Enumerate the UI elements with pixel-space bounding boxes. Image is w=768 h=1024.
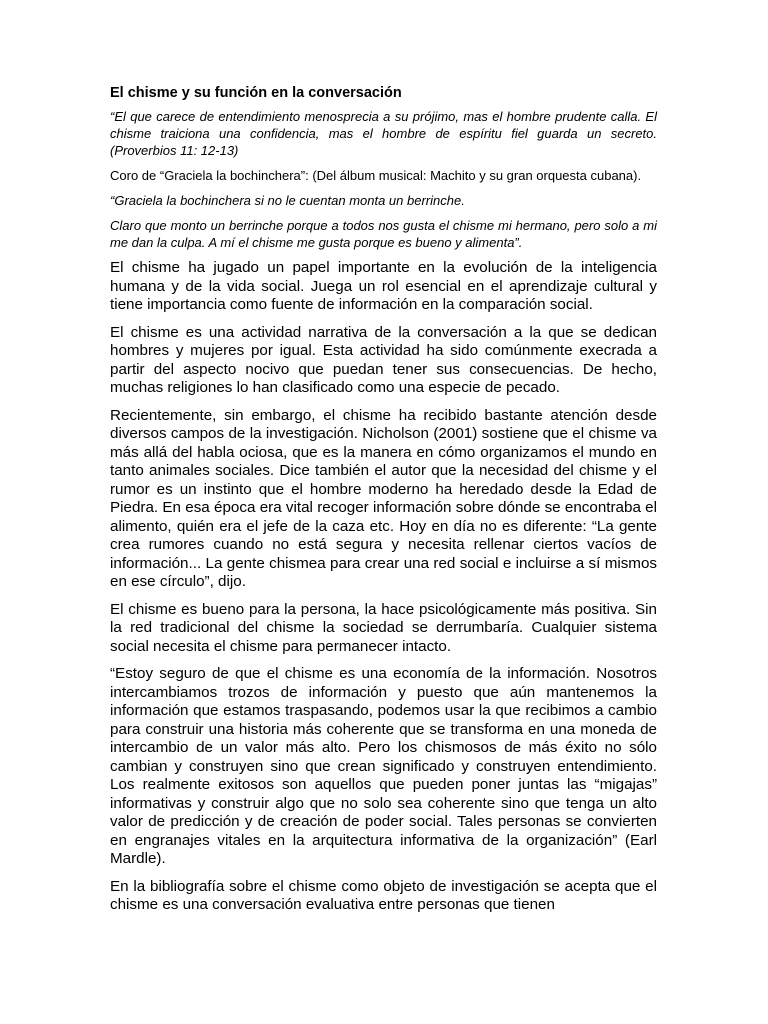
body-paragraph: Recientemente, sin embargo, el chisme ha recibido bastante atención desde diversos campos de la investigación. Nicholson (2001) sostiene que el chisme va más allá del habla ociosa, que es la manera en cómo organizamos el mundo en tanto animales sociales. Dice también el autor que la necesidad del chisme y el rumor es un instinto que el hombre moderno ha heredado desde la Edad de Piedra. En esa época era vital recoger información sobre dónde se encontraba el alimento, quién era el jefe de la caza etc. Hoy en día no es diferente: “La gente crea rumores cuando no está segura y necesita rellenar ciertos vacíos de información... La gente chismea para crear una red social e incluirse a sí mismos en ese círculo”, dijo. xyxy=(110,406,657,590)
body-paragraph: El chisme ha jugado un papel importante en la evolución de la inteligencia humana y de la vida social. Juega un rol esencial en el aprendizaje cultural y tiene importancia como fuente de información en la comparación social. xyxy=(110,259,657,313)
body-paragraph: “Estoy seguro de que el chisme es una economía de la información. Nosotros intercambiamos trozos de información y puesto que aún mantenemos la información que estamos traspasando, podemos usar la que recibimos a cambio para construir una historia más coherente que se transforma en una moneda de intercambio de un valor más alto. Pero los chismosos de más éxito no sólo cambian y construyen sino que crean significado y construyen entendimiento. Los realmente exitosos son aquellos que pueden poner juntas las “migajas” informativas y construir algo que no solo sea coherente sino que tenga un alto valor de predicción y de creación de poder social. Tales personas se convierten en engranajes vitales en la arquitectura informativa de la organización” (Earl Mardle). xyxy=(110,665,657,867)
body-paragraph: El chisme es bueno para la persona, la hace psicológicamente más positiva. Sin la red tradicional del chisme la sociedad se derrumbaría. Cualquier sistema social necesita el chisme para permanecer intacto. xyxy=(110,600,657,655)
song-credit: Coro de “Graciela la bochinchera”: (Del álbum musical: Machito y su gran orquesta cubana). xyxy=(110,168,642,183)
body-paragraph: El chisme es una actividad narrativa de la conversación a la que se dedican hombres y mujeres por igual. Esta actividad ha sido comúnmente execrada a partir del aspecto nocivo que puedan tener sus consecuencias. De hecho, muchas religiones lo han clasificado como una especie de pecado. xyxy=(110,323,657,396)
song-lyric-line: “Graciela la bochinchera si no le cuentan monta un berrinche. xyxy=(110,193,465,208)
body-paragraph: En la bibliografía sobre el chisme como objeto de investigación se acepta que el chisme es una conversación evaluativa entre personas que tienen xyxy=(110,877,657,913)
document-title: El chisme y su función en la conversación xyxy=(110,85,402,101)
song-lyric-line: Claro que monto un berrinche porque a todos nos gusta el chisme mi hermano, pero solo a mi me dan la culpa. A mí el chisme me gusta porque es bueno y alimenta”. xyxy=(110,218,657,250)
document-page xyxy=(110,84,657,924)
epigraph-quote: “El que carece de entendimiento menosprecia a su prójimo, mas el hombre prudente calla. El chisme traiciona una confidencia, mas el hombre de espíritu fiel guarda un secreto. (Proverbios 11: 12-13) xyxy=(110,109,657,158)
